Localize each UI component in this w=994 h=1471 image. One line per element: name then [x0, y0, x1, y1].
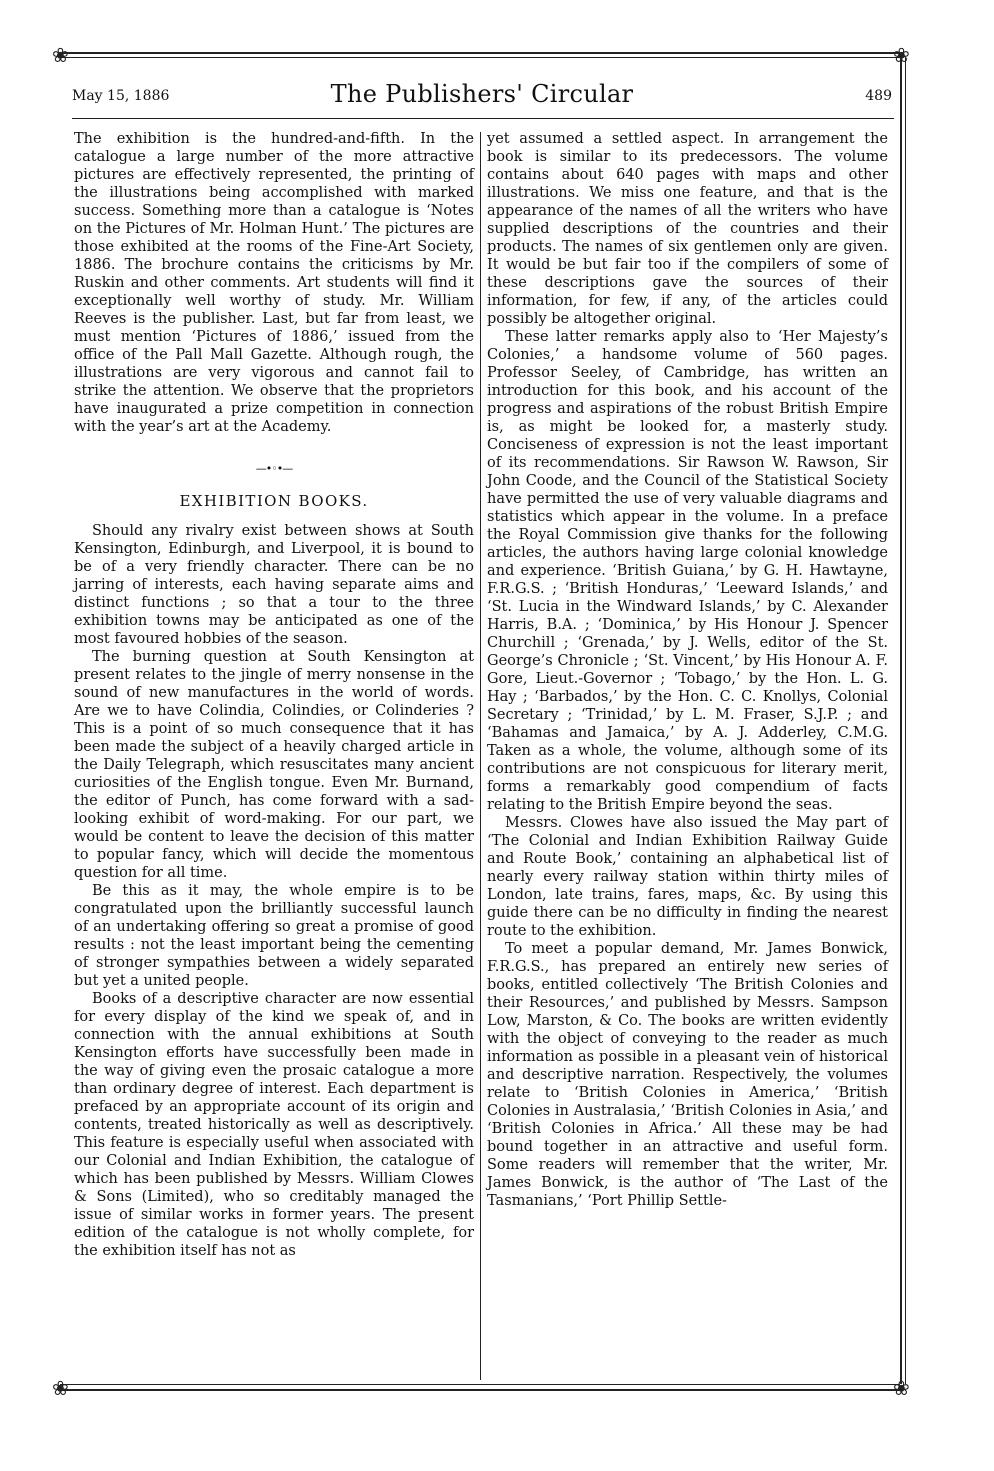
- frame-rule-bottom-inner: [60, 1384, 900, 1385]
- column-divider-rule: [480, 132, 481, 1380]
- issue-date: May 15, 1886: [72, 88, 170, 104]
- corner-ornament-icon: ❀: [893, 43, 910, 67]
- frame-rule-bottom: [60, 1389, 900, 1391]
- page-number: 489: [865, 88, 892, 104]
- header-rule: [72, 118, 894, 119]
- article-paragraph: Be this as it may, the whole empire is to be congratulated upon the brilliantly successful launch of an undertaking offering so great a promise of good results : not the least important being the cementing of stronger sympathies between a widely separated but yet a united people.: [74, 883, 474, 989]
- article-paragraph: Books of a descriptive character are now essential for every display of the kind we speak of, and in connection with the annual exhibitions at South Kensington efforts have successfully been made in the way of giving even the prosaic catalogue a more than ordinary degree of interest. Each department is prefaced by an appropriate account of its origin and contents, treated historically as well as descriptively. This feature is especially useful when associated with our Colonial and Indian Exhibition, the catalogue of which has been published by Messrs. William Clowes & Sons (Limited), who so creditably managed the issue of similar works in former years. The present edition of the catalogue is not wholly complete, for the exhibition itself has not as: [74, 991, 474, 1259]
- corner-ornament-icon: ❀: [52, 1376, 69, 1400]
- page-header: [72, 80, 892, 120]
- frame-rule-top: [60, 52, 900, 54]
- section-heading: EXHIBITION BOOKS.: [179, 492, 369, 510]
- article-paragraph: Should any rivalry exist between shows at South Kensington, Edinburgh, and Liverpool, it is bound to be of a very friendly character. There can be no jarring of interests, each having separate aims and distinct functions ; so that a tour to the three exhibition towns may be anticipated as one of the most favoured hobbies of the season.: [74, 523, 474, 647]
- left-column: [74, 130, 474, 1260]
- article-paragraph: To meet a popular demand, Mr. James Bonwick, F.R.G.S., has prepared an entirely new series of books, entitled collectively ‘The British Colonies and their Resources,’ and published by Messrs. Sampson Low, Marston, & Co. The books are written evidently with the object of conveying to the reader as much information as possible in a pleasant vein of historical and descriptive narration. Respectively, the volumes relate to ‘British Colonies in America,’ ‘British Colonies in Australasia,’ ‘British Colonies in Asia,’ and ‘British Colonies in Africa.’ All these may be had bound together in an attractive and useful form. Some readers will remember that the writer, Mr. James Bonwick, is the author of ‘The Last of the Tasmanians,’ ‘Port Phillip Settle-: [487, 941, 888, 1209]
- frame-rule-top-inner: [60, 57, 900, 58]
- frame-rule-right: [900, 58, 902, 1384]
- corner-ornament-icon: ❀: [893, 1376, 910, 1400]
- continued-paragraph: yet assumed a settled aspect. In arrangement the book is similar to its predecessors. The volume contains about 640 pages with maps and other illustrations. We miss one feature, and that is the appearance of the names of all the writers who have supplied descriptions of the countries and their products. The names of six gentlemen only are given. It would be but fair too if the compilers of some of these descriptions gave the sources of their information, for few, if any, of the articles could possibly be altogether original.: [487, 131, 888, 327]
- article-paragraph: These latter remarks apply also to ‘Her Majesty’s Colonies,’ a handsome volume of 560 pages. Professor Seeley, of Cambridge, has written an introduction for this book, and his account of the progress and aspirations of the robust British Empire is, as might be looked for, a masterly study. Conciseness of expression is not the least important of its recommendations. Sir Rawson W. Rawson, Sir John Coode, and the Council of the Statistical Society have permitted the use of very valuable diagrams and statistics which appear in the volume. In a preface the Royal Commission give thanks for the following articles, the authors having large colonial knowledge and experience. ‘British Guiana,’ by G. H. Hawtayne, F.R.G.S. ; ‘British Honduras,’ ‘Leeward Islands,’ and ‘St. Lucia in the Windward Islands,’ by C. Alexander Harris, B.A. ; ‘Dominica,’ by His Honour J. Spencer Churchill ; ‘Grenada,’ by J. Wells, editor of the St. George’s Chronicle ; ‘St. Vincent,’ by His Honour A. F. Gore, Lieut.-Governor ; ‘Tobago,’ by the Hon. L. G. Hay ; ‘Barbados,’ by the Hon. C. C. Knollys, Colonial Secretary ; ‘Trinidad,’ by L. M. Fraser, S.J.P. ; and ‘Bahamas and Jamaica,’ by A. J. Adderley, C.M.G. Taken as a whole, the volume, although some of its contributions are not conspicuous for literary merit, forms a remarkably good compendium of facts relating to the British Empire beyond the seas.: [487, 329, 888, 813]
- right-column: [487, 130, 888, 1210]
- publication-title: The Publishers' Circular: [330, 80, 634, 108]
- article-paragraph: The burning question at South Kensington at present relates to the jingle of merry nonsense in the sound of new manufactures in the world of words. Are we to have Colindia, Colindies, or Colinderies ? This is a point of so much consequence that it has been made the subject of a heavily charged article in the Daily Telegraph, which resuscitates many ancient curiosities of the English tongue. Even Mr. Burnand, the editor of Punch, has come forward with a sad-looking exhibit of word-making. For our part, we would be content to leave the decision of this matter to popular fancy, which will decide the momentous question for all time.: [74, 649, 474, 881]
- frame-rule-right-inner: [905, 58, 906, 1384]
- corner-ornament-icon: ❀: [52, 43, 69, 67]
- continued-paragraph: The exhibition is the hundred-and-fifth. In the catalogue a large number of the more attractive pictures are effectively represented, the printing of the illustrations being accomplished with marked success. Something more than a catalogue is ‘Notes on the Pictures of Mr. Holman Hunt.’ The pictures are those exhibited at the rooms of the Fine-Art Society, 1886. The brochure contains the criticisms by Mr. Ruskin and other comments. Art students will find it exceptionally well worthy of study. Mr. William Reeves is the publisher. Last, but far from least, we must mention ‘Pictures of 1886,’ issued from the office of the Pall Mall Gazette. Although rough, the illustrations are very vigorous and cannot fail to strike the attention. We observe that the proprietors have inaugurated a prize competition in connection with the year’s art at the Academy.: [74, 131, 474, 435]
- section-divider: —•◦•—: [255, 462, 293, 475]
- article-paragraph: Messrs. Clowes have also issued the May part of ‘The Colonial and Indian Exhibition Railway Guide and Route Book,’ containing an alphabetical list of nearly every railway station within thirty miles of London, late trains, fares, maps, &c. By using this guide there can be no difficulty in finding the nearest route to the exhibition.: [487, 815, 888, 939]
